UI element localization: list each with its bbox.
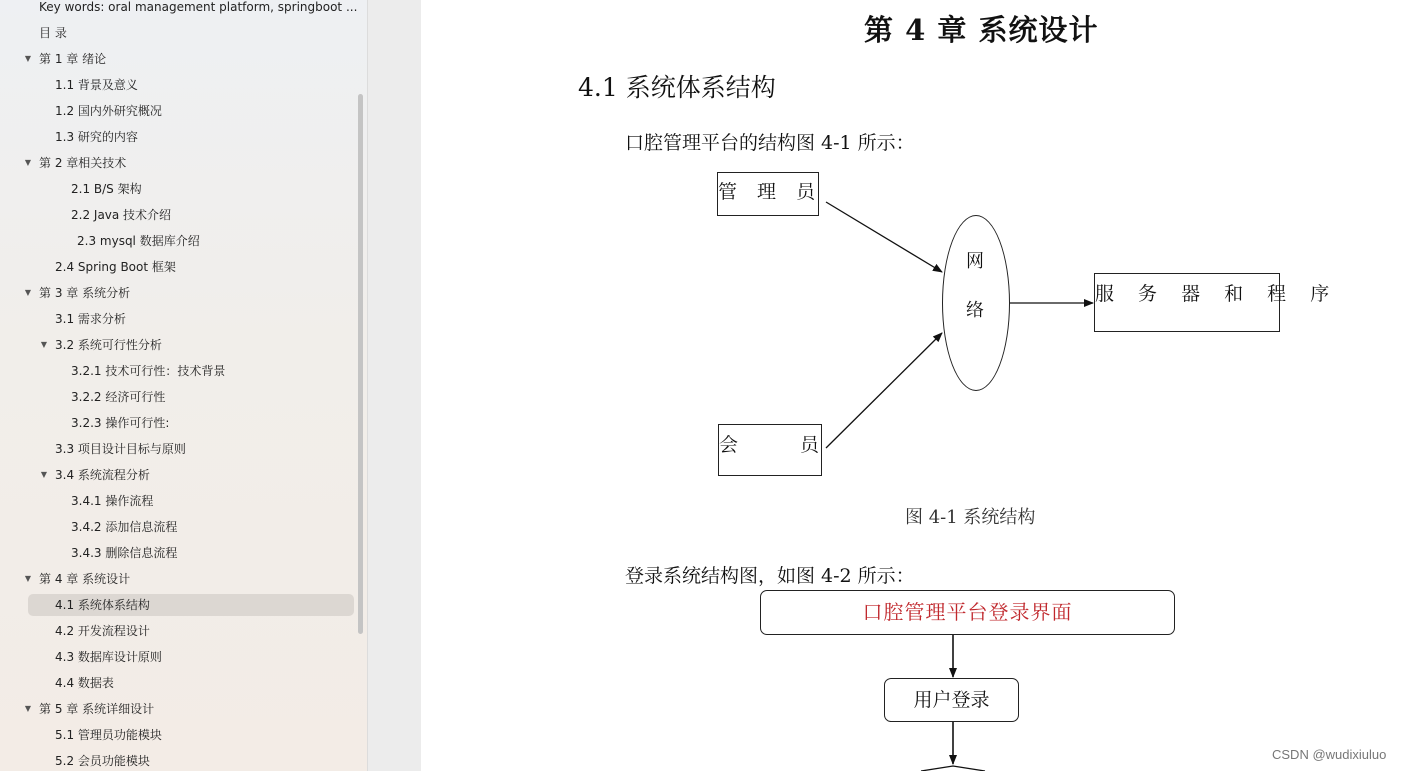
toc-item-label: Key words: oral management platform, springboot ... — [39, 0, 358, 14]
toc-item-label: 3.4.3 删除信息流程 — [71, 546, 178, 560]
toc-item-label: 1.2 国内外研究概况 — [55, 104, 162, 118]
toc-item[interactable] — [24, 152, 127, 174]
toc-item[interactable] — [39, 0, 357, 18]
network-label-1: 网 — [966, 251, 984, 272]
toc-item-label: 4.3 数据库设计原则 — [55, 650, 162, 664]
login-interface-box: 口腔管理平台登录界面 — [760, 590, 1175, 635]
toc-item[interactable] — [71, 360, 225, 382]
toc-item[interactable] — [55, 438, 186, 460]
diagram-arrows — [421, 0, 1421, 771]
toc-item-label: 3.2 系统可行性分析 — [55, 338, 162, 352]
toc-item-label: 2.2 Java 技术介绍 — [71, 208, 172, 222]
toc-item[interactable] — [55, 74, 138, 96]
toc-item[interactable] — [71, 178, 142, 200]
intro-paragraph-1: 口腔管理平台的结构图 4-1 所示： — [625, 132, 915, 154]
toc-item-label: 目 录 — [39, 26, 67, 40]
toc-item[interactable] — [55, 256, 176, 278]
expand-triangle-icon[interactable]: ▼ — [40, 470, 48, 479]
toc-item[interactable] — [28, 594, 354, 616]
toc-item-label: 2.4 Spring Boot 框架 — [55, 260, 176, 274]
csdn-watermark: CSDN @wudixiuluo — [1272, 747, 1387, 762]
expand-triangle-icon[interactable]: ▼ — [24, 288, 32, 297]
toc-item-label: 1.3 研究的内容 — [55, 130, 138, 144]
decision-diamond-partial — [921, 766, 985, 771]
toc-item-label: 第 2 章相关技术 — [39, 156, 127, 170]
toc-item[interactable] — [24, 568, 131, 590]
toc-item[interactable] — [71, 386, 165, 408]
toc-item[interactable] — [24, 698, 155, 720]
pane-gutter — [367, 0, 422, 771]
toc-item[interactable] — [39, 22, 67, 44]
toc-item[interactable] — [71, 542, 177, 564]
admin-box: 管 理 员 — [717, 172, 819, 216]
toc-item-label: 4.2 开发流程设计 — [55, 624, 150, 638]
toc-item[interactable] — [71, 516, 177, 538]
chapter-title: 第 4 章 系统设计 — [864, 13, 1099, 47]
toc-item-label: 5.1 管理员功能模块 — [55, 728, 162, 742]
toc-item-label: 第 1 章 绪论 — [39, 52, 107, 66]
toc-item[interactable] — [55, 750, 150, 771]
toc-item[interactable] — [55, 126, 138, 148]
toc-item-label: 第 5 章 系统详细设计 — [39, 702, 155, 716]
toc-item[interactable] — [71, 490, 153, 512]
expand-triangle-icon[interactable]: ▼ — [24, 158, 32, 167]
toc-item-label: 3.1 需求分析 — [55, 312, 126, 326]
toc-item-label: 3.2.2 经济可行性 — [71, 390, 166, 404]
toc-item-label: 3.4.1 操作流程 — [71, 494, 154, 508]
expand-triangle-icon[interactable]: ▼ — [24, 54, 32, 63]
figure-1-caption: 图 4-1 系统结构 — [905, 507, 1036, 528]
toc-item-label: 1.1 背景及意义 — [55, 78, 138, 92]
expand-triangle-icon[interactable]: ▼ — [40, 340, 48, 349]
toc-item[interactable] — [55, 724, 162, 746]
toc-item[interactable] — [71, 204, 171, 226]
toc-item-label: 2.1 B/S 架构 — [71, 182, 142, 196]
toc-item[interactable] — [55, 100, 162, 122]
toc-item-label: 2.3 mysql 数据库介绍 — [77, 234, 200, 248]
toc-item-label: 4.1 系统体系结构 — [55, 598, 150, 612]
toc-item[interactable] — [24, 282, 131, 304]
member-box: 会 员 — [718, 424, 822, 476]
toc-item[interactable] — [55, 620, 150, 642]
server-box: 服 务 器 和 程 序 — [1094, 273, 1280, 332]
toc-item-label: 第 3 章 系统分析 — [39, 286, 131, 300]
toc-item-label: 第 4 章 系统设计 — [39, 572, 131, 586]
section-title: 4.1 系统体系结构 — [578, 73, 776, 102]
toc-item[interactable] — [55, 646, 162, 668]
toc-item[interactable] — [71, 412, 169, 434]
toc-item-label: 3.2.3 操作可行性: — [71, 416, 170, 430]
network-label-2: 络 — [966, 300, 984, 321]
toc-item-label: 3.4.2 添加信息流程 — [71, 520, 178, 534]
toc-sidebar — [0, 0, 367, 771]
user-login-box: 用户登录 — [884, 678, 1019, 722]
toc-item-label: 5.2 会员功能模块 — [55, 754, 150, 768]
toc-item-label: 3.4 系统流程分析 — [55, 468, 150, 482]
intro-paragraph-2: 登录系统结构图，如图 4-2 所示： — [625, 565, 915, 587]
toc-item[interactable] — [24, 48, 107, 70]
toc-item[interactable] — [40, 464, 150, 486]
toc-item-label: 3.2.1 技术可行性：技术背景 — [71, 364, 226, 378]
toc-item[interactable] — [40, 334, 162, 356]
arrow-admin-to-network — [826, 202, 942, 272]
toc-item[interactable] — [77, 230, 200, 252]
arrow-member-to-network — [826, 333, 942, 448]
document-page — [421, 0, 1421, 771]
toc-item-label: 4.4 数据表 — [55, 676, 114, 690]
expand-triangle-icon[interactable]: ▼ — [24, 574, 32, 583]
expand-triangle-icon[interactable]: ▼ — [24, 704, 32, 713]
toc-item-label: 3.3 项目设计目标与原则 — [55, 442, 186, 456]
toc-item[interactable] — [55, 672, 114, 694]
toc-item[interactable] — [55, 308, 126, 330]
sidebar-scrollbar-thumb[interactable] — [358, 94, 363, 634]
